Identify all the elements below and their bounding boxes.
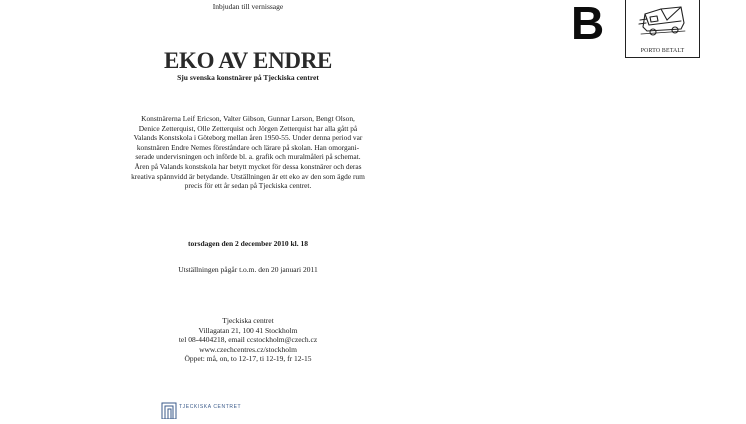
exhibition-description [52, 114, 444, 191]
venue-contact: tel 08-4404218, email ccstockholm@czech.cz [178, 335, 318, 345]
invitation-heading: Inbjudan till vernissage [212, 2, 284, 11]
mail-truck-icon [637, 3, 689, 37]
czech-centre-logo [161, 402, 291, 419]
venue-name: Tjeckiska centret [222, 316, 274, 325]
czech-centre-logo-icon [161, 402, 177, 419]
postage-paid-stamp [625, 0, 700, 58]
venue-website: www.czechcentres.cz/stockholm [199, 344, 297, 354]
description-line: precis för ett år sedan på Tjeckiska centret. [184, 181, 312, 191]
venue-address [52, 316, 444, 364]
exhibition-period: Utställningen pågår t.o.m. den 20 januari 2011 [178, 265, 318, 274]
description-line: konstnären Endre Nemes föreståndare och lärare på skolan. Han omorgani- [136, 142, 360, 152]
venue-street: Villagatan 21, 100 41 Stockholm [198, 325, 298, 335]
description-line: Denice Zetterquist, Olle Zetterquist och Jörgen Zetterquist har alla gått på [138, 123, 358, 133]
description-line: Åren på Valands konstskola har betytt mycket för dessa konstnärer och deras [134, 161, 362, 171]
exhibition-title: EKO AV ENDRE [163, 48, 333, 73]
description-line: serade undervisningen och införde bl. a. grafik och muralmåleri på schemat. [135, 152, 361, 162]
postage-class-mark: B [571, 0, 605, 49]
description-line: kreativa spännvidd är betydande. Utställningen är ett eko av den som ägde rum [131, 171, 365, 181]
vernissage-date: torsdagen den 2 december 2010 kl. 18 [187, 239, 309, 248]
description-line: Valands Konstskola i Göteborg mellan åren 1950-55. Under denna period var [133, 133, 363, 143]
czech-centre-logo-text: TJECKISKA CENTRET [179, 404, 242, 410]
description-line: Konstnärerna Leif Ericson, Valter Gibson, Gunnar Larson, Bengt Olson, [141, 114, 355, 123]
exhibition-subtitle: Sju svenska konstnärer på Tjeckiska centret [177, 73, 319, 82]
stamp-label: PORTO BETALT [640, 48, 685, 54]
venue-hours: Öppet: må, on, to 12-17, ti 12-19, fr 12-15 [184, 354, 312, 364]
